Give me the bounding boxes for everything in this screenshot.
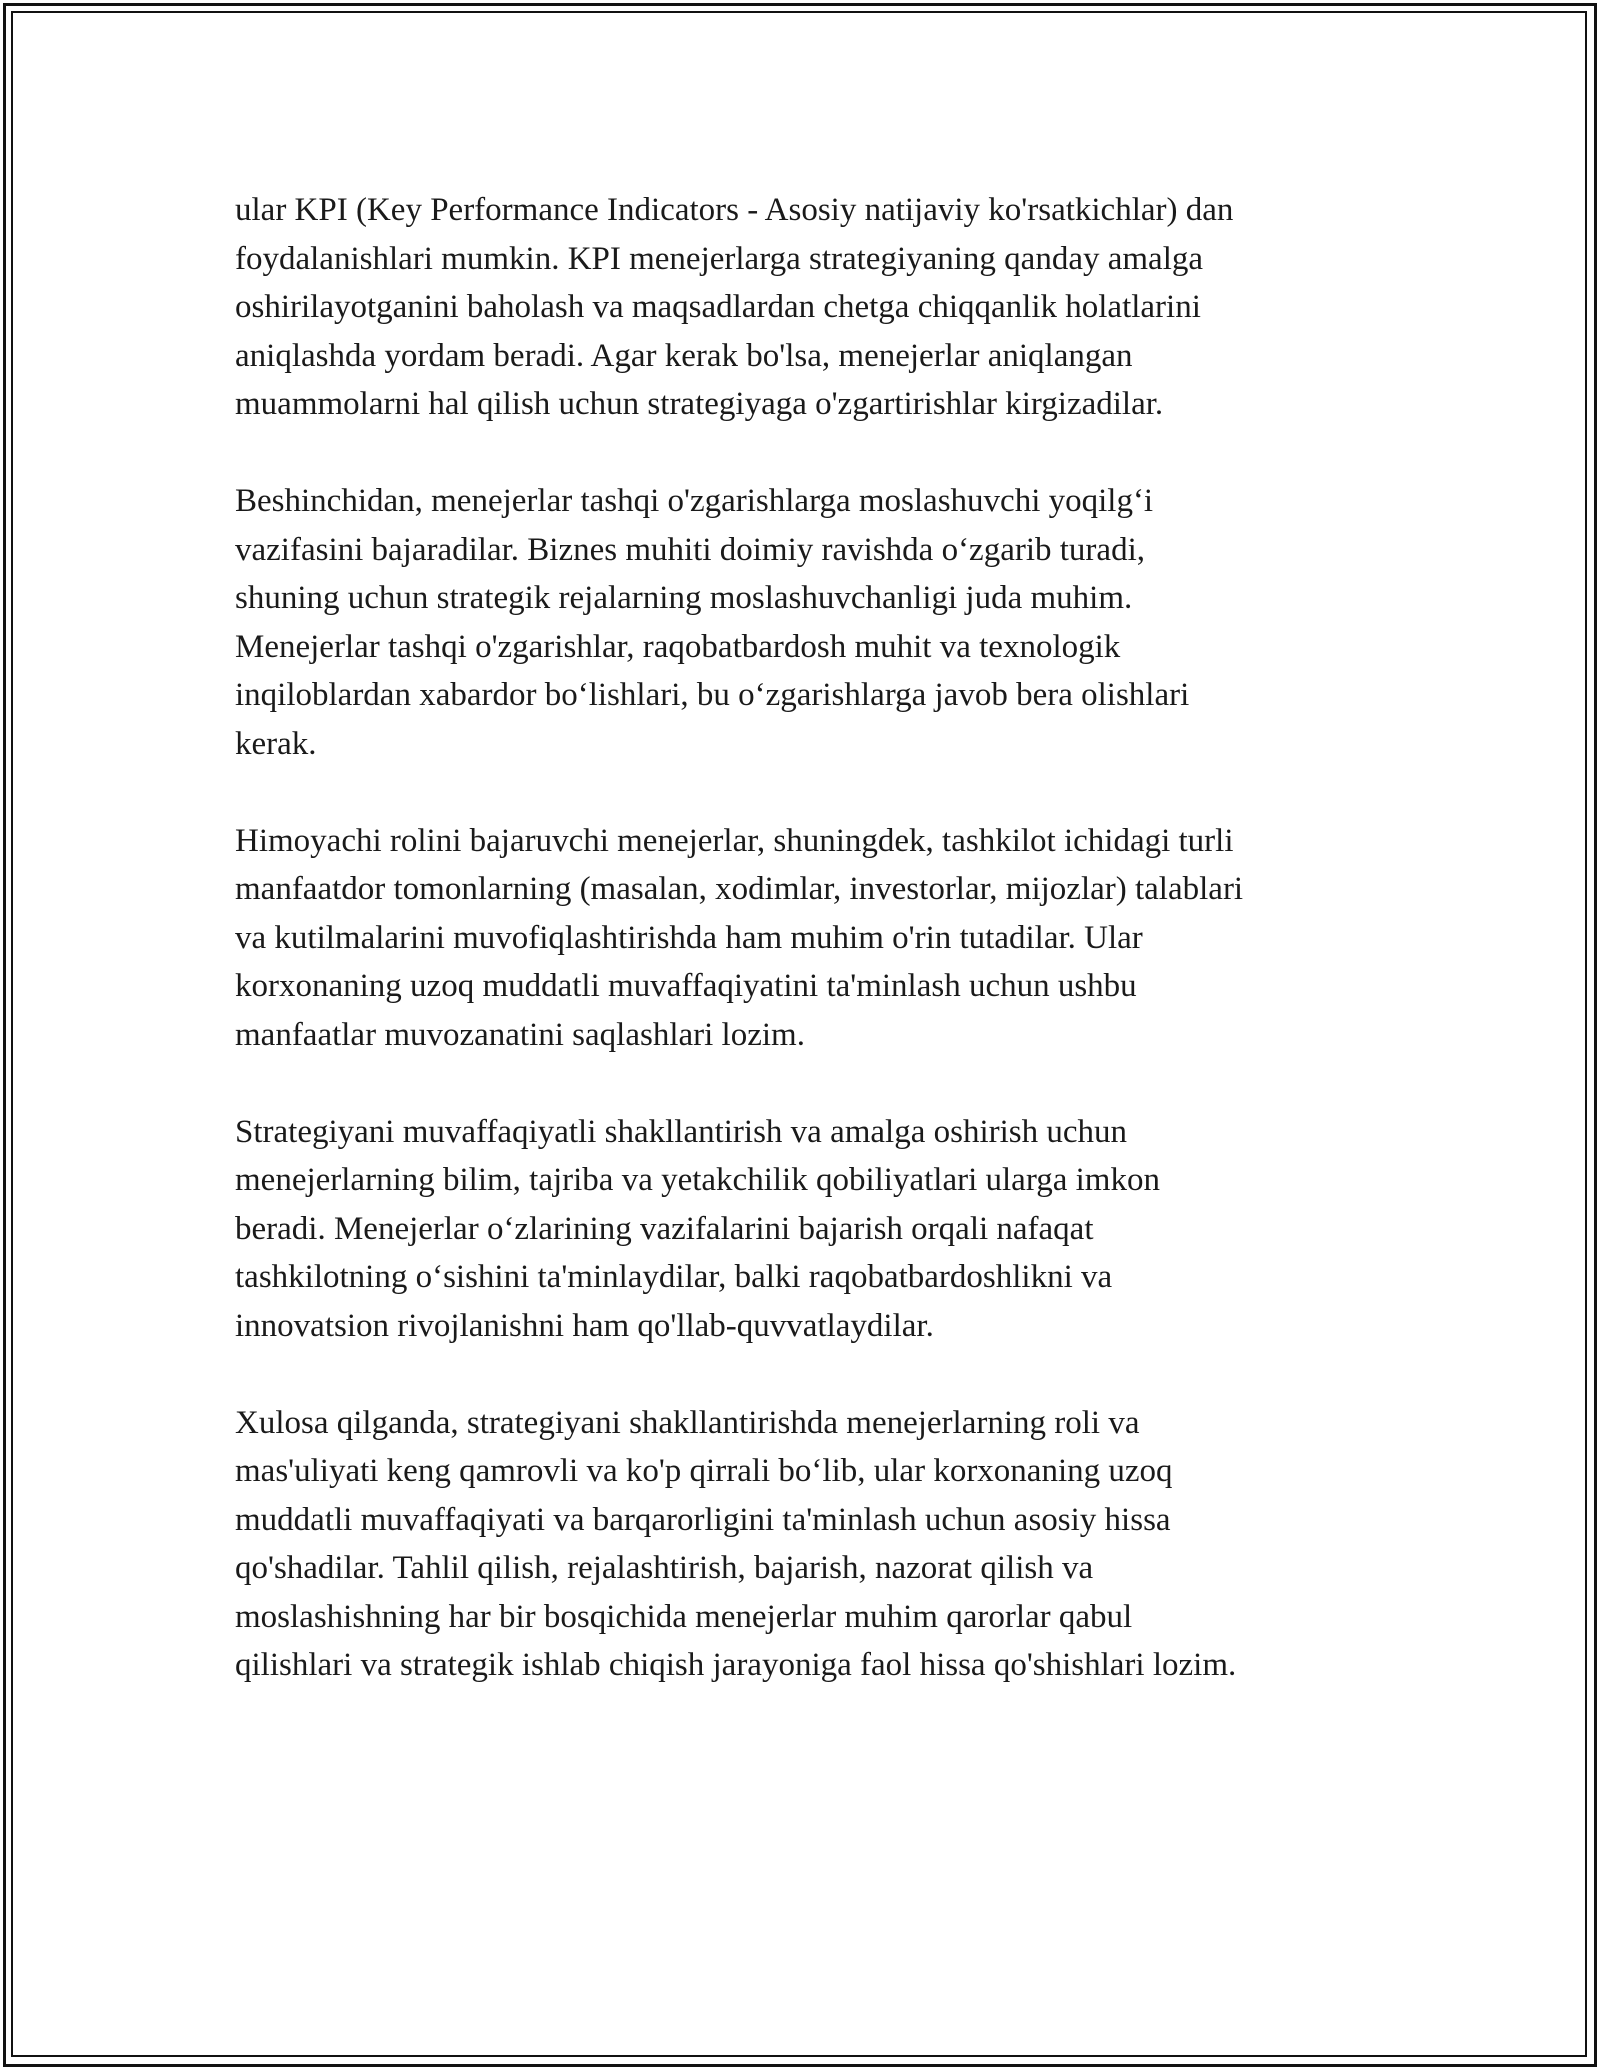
text-line: qo'shadilar. Tahlil qilish, rejalashtirish, bajarish, nazorat qilish va — [235, 1550, 1094, 1586]
text-line: korxonaning uzoq muddatli muvaffaqiyatini ta'minlash uchun ushbu — [235, 968, 1137, 1004]
text-line: innovatsion rivojlanishni ham qo'llab-quvvatlaydilar. — [235, 1307, 934, 1344]
text-line: ular KPI (Key Performance Indicators - Asosiy natijaviy ko'rsatkichlar) dan — [235, 192, 1234, 228]
text-line: tashkilotning o‘sishini ta'minlaydilar, balki raqobatbardoshlikni va — [235, 1259, 1113, 1295]
text-line: oshirilayotganini baholash va maqsadlardan chetga chiqqanlik holatlarini — [235, 289, 1201, 325]
text-line: manfaatdor tomonlarning (masalan, xodimlar, investorlar, mijozlar) talablari — [235, 871, 1244, 907]
text-line: muddatli muvaffaqiyati va barqarorligini ta'minlash uchun asosiy hissa — [235, 1501, 1171, 1538]
document-body — [235, 186, 1385, 1738]
text-line: inqiloblardan xabardor bo‘lishlari, bu o‘zgarishlarga javob bera olishlari — [235, 677, 1190, 713]
text-line: Himoyachi rolini bajaruvchi menejerlar, shuningdek, tashkilot ichidagi turli — [235, 822, 1234, 859]
paragraph-2 — [235, 477, 1385, 768]
paragraph-4 — [235, 1108, 1385, 1351]
text-line: aniqlashda yordam beradi. Agar kerak bo'lsa, menejerlar aniqlangan — [235, 337, 1133, 374]
text-line: shuning uchun strategik rejalarning moslashuvchanligi juda muhim. — [235, 580, 1133, 616]
text-line: Xulosa qilganda, strategiyani shakllantirishda menejerlarning roli va — [235, 1404, 1140, 1441]
text-line: va kutilmalarini muvofiqlashtirishda ham muhim o'rin tutadilar. Ular — [235, 919, 1143, 956]
text-line: Menejerlar tashqi o'zgarishlar, raqobatbardosh muhit va texnologik — [235, 628, 1121, 665]
text-line: Strategiyani muvaffaqiyatli shakllantirish va amalga oshirish uchun — [235, 1113, 1128, 1150]
text-line: manfaatlar muvozanatini saqlashlari lozim. — [235, 1016, 805, 1053]
text-line: qilishlari va strategik ishlab chiqish jarayoniga faol hissa qo'shishlari lozim. — [235, 1647, 1237, 1683]
text-line: moslashishning har bir bosqichida menejerlar muhim qarorlar qabul — [235, 1598, 1133, 1635]
text-line: kerak. — [235, 725, 317, 762]
paragraph-5 — [235, 1399, 1385, 1690]
paragraph-1 — [235, 186, 1385, 429]
text-line: muammolarni hal qilish uchun strategiyaga o'zgartirishlar kirgizadilar. — [235, 386, 1164, 422]
text-line: mas'uliyati keng qamrovli va ko'p qirrali bo‘lib, ular korxonaning uzoq — [235, 1453, 1173, 1489]
paragraph-3 — [235, 817, 1385, 1060]
text-line: beradi. Menejerlar o‘zlarining vazifalarini bajarish orqali nafaqat — [235, 1210, 1094, 1247]
text-line: Beshinchidan, menejerlar tashqi o'zgarishlarga moslashuvchi yoqilg‘i — [235, 483, 1154, 519]
text-line: vazifasini bajaradilar. Biznes muhiti doimiy ravishda o‘zgarib turadi, — [235, 531, 1145, 568]
text-line: menejerlarning bilim, tajriba va yetakchilik qobiliyatlari ularga imkon — [235, 1162, 1160, 1198]
text-line: foydalanishlari mumkin. KPI menejerlarga strategiyaning qanday amalga — [235, 240, 1204, 277]
